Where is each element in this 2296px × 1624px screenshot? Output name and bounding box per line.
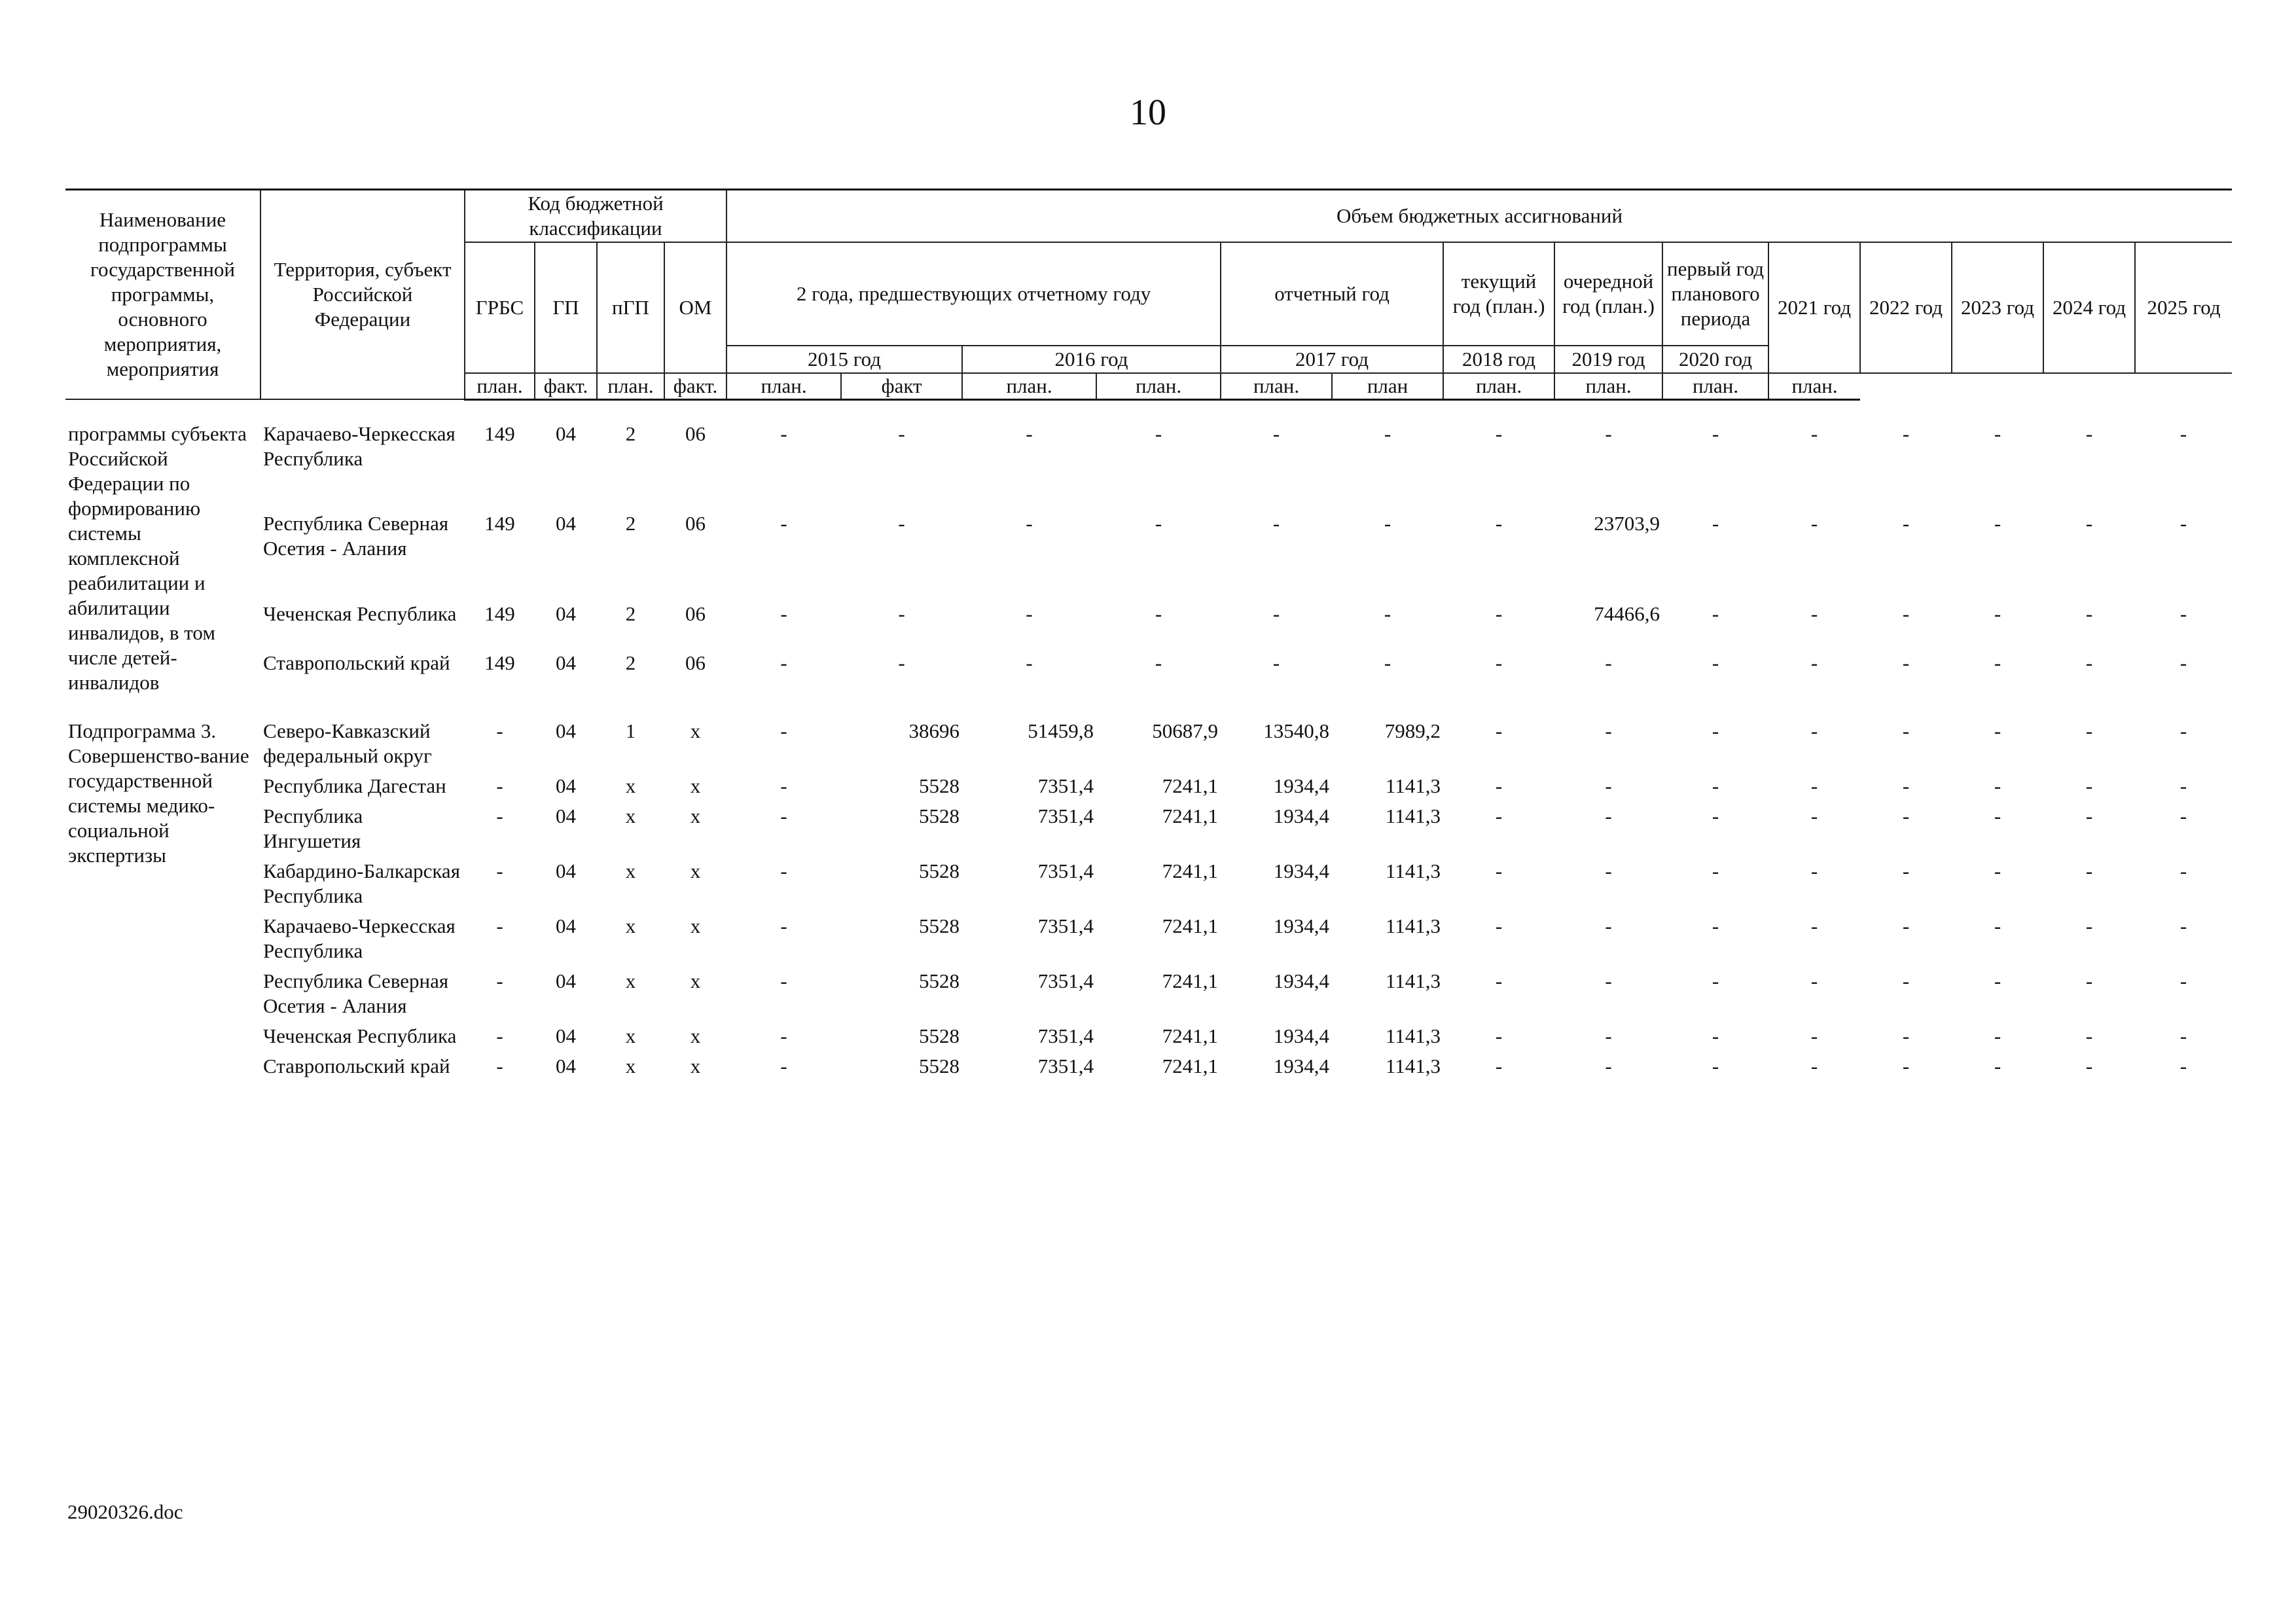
value-cell: 51459,8 [1028, 719, 1094, 742]
table-row [65, 509, 2232, 599]
sub-label: план. [1662, 373, 1768, 400]
territory-cell: Ставропольский край [263, 651, 450, 675]
value-cell: - [2179, 422, 2187, 445]
gp-cell: 04 [556, 914, 576, 937]
grbs-cell: 149 [484, 512, 515, 535]
value-cell: - [1605, 774, 1612, 797]
value-cell: 1934,4 [1273, 774, 1330, 797]
grbs-cell: - [496, 969, 503, 992]
value-cell: - [1994, 1054, 2001, 1077]
value-cell: - [1994, 512, 2001, 535]
code-pgp-header: пГП [597, 242, 664, 373]
value-cell: - [1902, 914, 1910, 937]
grbs-cell: - [496, 859, 503, 882]
value-cell: 5528 [919, 914, 960, 937]
value-cell: - [780, 719, 787, 742]
table-row [65, 419, 2232, 509]
value-cell: - [2179, 602, 2187, 625]
om-cell: х [690, 774, 701, 797]
sub-label: план. [1443, 373, 1554, 400]
table-row [65, 771, 2232, 801]
value-cell: - [1810, 1054, 1818, 1077]
value-cell: - [1155, 651, 1162, 675]
value-cell: 1934,4 [1273, 804, 1330, 827]
value-cell: - [898, 602, 905, 625]
table-row [65, 856, 2232, 911]
value-cell: - [1384, 512, 1391, 535]
value-cell: 1934,4 [1273, 914, 1330, 937]
value-cell: - [1810, 512, 1818, 535]
territory-column-header: Территория, субъект Российской Федерации [260, 190, 465, 400]
value-cell: - [1605, 1054, 1612, 1077]
value-cell: - [2179, 651, 2187, 675]
value-cell: 7241,1 [1162, 914, 1219, 937]
om-cell: х [690, 859, 701, 882]
value-cell: - [1712, 719, 1719, 742]
value-cell: - [1810, 804, 1818, 827]
value-cell: 7351,4 [1037, 859, 1094, 882]
code-gp-header: ГП [535, 242, 597, 373]
value-cell: 7351,4 [1037, 804, 1094, 827]
value-cell: - [1495, 651, 1503, 675]
pgp-cell: 2 [625, 602, 636, 625]
grbs-cell: 149 [484, 422, 515, 445]
value-cell: - [1902, 422, 1910, 445]
value-cell: 1141,3 [1385, 1054, 1441, 1077]
sub-label: план. [1096, 373, 1221, 400]
year-2017-label: 2017 год [1221, 346, 1443, 373]
grbs-cell: - [496, 914, 503, 937]
value-cell: - [1712, 804, 1719, 827]
value-cell: - [780, 651, 787, 675]
value-cell: - [1994, 651, 2001, 675]
value-cell: 1141,3 [1385, 804, 1441, 827]
value-cell: 7351,4 [1037, 1024, 1094, 1047]
value-cell: - [1605, 1024, 1612, 1047]
value-cell: - [898, 651, 905, 675]
pgp-cell: х [625, 774, 636, 797]
value-cell: - [1155, 512, 1162, 535]
value-cell: - [1994, 422, 2001, 445]
value-cell: - [2179, 512, 2187, 535]
territory-cell: Республика Ингушетия [263, 804, 363, 852]
grbs-cell: - [496, 774, 503, 797]
value-cell: - [898, 512, 905, 535]
value-cell: - [1712, 422, 1719, 445]
value-cell: 5528 [919, 859, 960, 882]
value-cell: - [2179, 969, 2187, 992]
om-cell: 06 [685, 651, 706, 675]
value-cell: - [1605, 804, 1612, 827]
pgp-cell: х [625, 804, 636, 827]
value-cell: - [2085, 804, 2093, 827]
om-cell: х [690, 1054, 701, 1077]
year-2021-header: 2021 год [1768, 242, 1860, 373]
territory-cell: Республика Дагестан [263, 774, 446, 797]
sub-label: план. [1554, 373, 1662, 400]
value-cell: - [2085, 1054, 2093, 1077]
value-cell: - [1994, 969, 2001, 992]
gp-cell: 04 [556, 651, 576, 675]
report-year-header: отчетный год [1221, 242, 1443, 346]
om-cell: х [690, 804, 701, 827]
value-cell: - [780, 804, 787, 827]
value-cell: - [1902, 512, 1910, 535]
value-cell: 50687,9 [1152, 719, 1219, 742]
value-cell: - [1495, 774, 1503, 797]
year-2024-header: 2024 год [2043, 242, 2135, 373]
om-cell: х [690, 969, 701, 992]
year-2015-label: 2015 год [726, 346, 962, 373]
page-number: 10 [1130, 92, 1166, 133]
year-2025-header: 2025 год [2135, 242, 2232, 373]
year-2018-label: 2018 год [1443, 346, 1554, 373]
value-cell: - [780, 859, 787, 882]
value-cell: - [2085, 422, 2093, 445]
om-cell: 06 [685, 602, 706, 625]
value-cell: 5528 [919, 1024, 960, 1047]
value-cell: - [1902, 651, 1910, 675]
om-cell: х [690, 914, 701, 937]
prev-two-years-header: 2 года, предшествующих отчетному году [726, 242, 1221, 346]
value-cell: - [1605, 422, 1612, 445]
value-cell: 7241,1 [1162, 1024, 1219, 1047]
table-row [65, 716, 2232, 771]
value-cell: - [2179, 859, 2187, 882]
value-cell: - [1495, 1054, 1503, 1077]
value-cell: - [1384, 422, 1391, 445]
pgp-cell: 1 [625, 719, 636, 742]
value-cell: - [1994, 602, 2001, 625]
gp-cell: 04 [556, 1024, 576, 1047]
value-cell: - [1495, 719, 1503, 742]
pgp-cell: х [625, 1024, 636, 1047]
value-cell: - [1902, 859, 1910, 882]
value-cell: - [1810, 422, 1818, 445]
value-cell: - [1902, 774, 1910, 797]
table-row [65, 599, 2232, 648]
value-cell: - [1272, 651, 1280, 675]
value-cell: - [1712, 774, 1719, 797]
value-cell: 7241,1 [1162, 969, 1219, 992]
value-cell: - [1155, 422, 1162, 445]
name-column-header: Наименование подпрограммы государственной программы, основного мероприятия, мероприятия [65, 190, 260, 400]
value-cell: - [2179, 774, 2187, 797]
value-cell: - [1272, 422, 1280, 445]
value-cell: - [1712, 512, 1719, 535]
value-cell: - [1810, 602, 1818, 625]
pgp-cell: 2 [625, 651, 636, 675]
om-cell: 06 [685, 512, 706, 535]
grbs-cell: - [496, 1024, 503, 1047]
next-year-header: очередной год (план.) [1554, 242, 1662, 346]
value-cell: 1141,3 [1385, 914, 1441, 937]
value-cell: - [2085, 969, 2093, 992]
value-cell: - [1605, 719, 1612, 742]
table-row [65, 801, 2232, 856]
value-cell: - [1994, 1024, 2001, 1047]
value-cell: - [1712, 1024, 1719, 1047]
value-cell: - [1495, 422, 1503, 445]
value-cell: - [1384, 602, 1391, 625]
sub-label: план. [1221, 373, 1332, 400]
value-cell: 1141,3 [1385, 969, 1441, 992]
value-cell: - [1902, 1024, 1910, 1047]
value-cell: 7241,1 [1162, 774, 1219, 797]
value-cell: 1141,3 [1385, 1024, 1441, 1047]
value-cell: 7351,4 [1037, 969, 1094, 992]
value-cell: 5528 [919, 1054, 960, 1077]
value-cell: - [1495, 804, 1503, 827]
program-name-cell: программы субъекта Российской Федерации по формированию системы комплексной реабилитации и абилитации инвалидов, в том числе детей-инвалидов [68, 422, 247, 694]
year-2020-label: 2020 год [1662, 346, 1768, 373]
sub-label: факт. [535, 373, 597, 400]
table-row [65, 648, 2232, 697]
sub-label: план. [1768, 373, 1860, 400]
value-cell: - [2085, 859, 2093, 882]
value-cell: 1934,4 [1273, 969, 1330, 992]
value-cell: - [780, 969, 787, 992]
value-cell: - [1902, 602, 1910, 625]
value-cell: - [1272, 512, 1280, 535]
table-row [65, 1051, 2232, 1081]
year-2019-label: 2019 год [1554, 346, 1662, 373]
value-cell: - [1495, 512, 1503, 535]
value-cell: - [1605, 969, 1612, 992]
value-cell: - [1495, 914, 1503, 937]
value-cell: - [2085, 914, 2093, 937]
value-cell: - [1994, 859, 2001, 882]
program-name-cell: Подпрограмма 3. Совершенство-вание государственной системы медико-социальной экспертизы [68, 719, 249, 867]
grbs-cell: - [496, 1054, 503, 1077]
value-cell: - [1605, 859, 1612, 882]
value-cell: - [1155, 602, 1162, 625]
sub-label: план [1332, 373, 1443, 400]
value-cell: - [1026, 651, 1033, 675]
value-cell: - [1026, 512, 1033, 535]
gp-cell: 04 [556, 859, 576, 882]
pgp-cell: х [625, 914, 636, 937]
value-cell: - [2085, 1024, 2093, 1047]
value-cell: - [2179, 1054, 2187, 1077]
value-cell: - [1810, 859, 1818, 882]
value-cell: - [2179, 914, 2187, 937]
value-cell: 1141,3 [1385, 774, 1441, 797]
value-cell: - [1810, 774, 1818, 797]
value-cell: 7989,2 [1384, 719, 1441, 742]
value-cell: - [1495, 969, 1503, 992]
pgp-cell: 2 [625, 512, 636, 535]
table-header [65, 190, 2232, 400]
value-cell: 74466,6 [1594, 602, 1660, 625]
value-cell: - [1712, 859, 1719, 882]
grbs-cell: - [496, 719, 503, 742]
value-cell: 38696 [908, 719, 960, 742]
value-cell: - [2179, 804, 2187, 827]
territory-cell: Северо-Кавказский федеральный округ [263, 719, 432, 767]
value-cell: - [780, 774, 787, 797]
pgp-cell: 2 [625, 422, 636, 445]
pgp-cell: х [625, 969, 636, 992]
table-row [65, 966, 2232, 1021]
value-cell: - [1495, 602, 1503, 625]
value-cell: - [780, 1054, 787, 1077]
territory-cell: Республика Северная Осетия - Алания [263, 512, 449, 560]
code-group-header: Код бюджетной классификации [465, 190, 726, 242]
value-cell: - [2085, 719, 2093, 742]
gp-cell: 04 [556, 969, 576, 992]
territory-cell: Чеченская Республика [263, 1024, 457, 1047]
value-cell: 1934,4 [1273, 1054, 1330, 1077]
value-cell: 7241,1 [1162, 859, 1219, 882]
gp-cell: 04 [556, 602, 576, 625]
value-cell: - [1495, 859, 1503, 882]
year-2023-header: 2023 год [1952, 242, 2043, 373]
value-cell: - [780, 512, 787, 535]
gp-cell: 04 [556, 719, 576, 742]
value-cell: - [1810, 969, 1818, 992]
table-body [65, 399, 2232, 1081]
current-year-header: текущий год (план.) [1443, 242, 1554, 346]
value-cell: - [1495, 1024, 1503, 1047]
value-cell: 5528 [919, 774, 960, 797]
table-row [65, 911, 2232, 966]
value-cell: - [1902, 969, 1910, 992]
grbs-cell: 149 [484, 651, 515, 675]
volume-group-header: Объем бюджетных ассигнований [726, 190, 2232, 242]
territory-cell: Республика Северная Осетия - Алания [263, 969, 449, 1017]
value-cell: 7351,4 [1037, 914, 1094, 937]
value-cell: - [1994, 804, 2001, 827]
territory-cell: Кабардино-Балкарская Республика [263, 859, 460, 907]
value-cell: 7241,1 [1162, 1054, 1219, 1077]
value-cell: - [2085, 774, 2093, 797]
value-cell: - [2085, 602, 2093, 625]
value-cell: - [1994, 719, 2001, 742]
value-cell: 1934,4 [1273, 859, 1330, 882]
value-cell: - [898, 422, 905, 445]
value-cell: - [1384, 651, 1391, 675]
budget-table [65, 189, 2232, 1081]
value-cell: - [1810, 1024, 1818, 1047]
value-cell: 1934,4 [1273, 1024, 1330, 1047]
sub-label: план. [465, 373, 535, 400]
value-cell: 1141,3 [1385, 859, 1441, 882]
territory-cell: Чеченская Республика [263, 602, 457, 625]
value-cell: - [780, 1024, 787, 1047]
sub-label: план. [597, 373, 664, 400]
value-cell: - [1712, 914, 1719, 937]
sub-label: план. [726, 373, 841, 400]
code-grbs-header: ГРБС [465, 242, 535, 373]
code-om-header: ОМ [664, 242, 726, 373]
value-cell: - [1605, 651, 1612, 675]
value-cell: 7351,4 [1037, 774, 1094, 797]
pgp-cell: х [625, 1054, 636, 1077]
first-plan-year-header: первый год планового периода [1662, 242, 1768, 346]
value-cell: - [780, 422, 787, 445]
territory-cell: Ставропольский край [263, 1054, 450, 1077]
value-cell: 5528 [919, 804, 960, 827]
om-cell: х [690, 1024, 701, 1047]
value-cell: - [1605, 914, 1612, 937]
value-cell: - [1994, 914, 2001, 937]
territory-cell: Карачаево-Черкесская Республика [263, 914, 456, 962]
value-cell: - [1810, 719, 1818, 742]
value-cell: - [1712, 1054, 1719, 1077]
value-cell: - [1026, 422, 1033, 445]
value-cell: 7351,4 [1037, 1054, 1094, 1077]
value-cell: 5528 [919, 969, 960, 992]
value-cell: - [780, 602, 787, 625]
om-cell: 06 [685, 422, 706, 445]
value-cell: - [2085, 651, 2093, 675]
value-cell: - [1810, 651, 1818, 675]
table-row [65, 1021, 2232, 1051]
gp-cell: 04 [556, 512, 576, 535]
value-cell: - [2179, 1024, 2187, 1047]
value-cell: - [1902, 804, 1910, 827]
value-cell: - [1712, 969, 1719, 992]
value-cell: - [1994, 774, 2001, 797]
value-cell: 7241,1 [1162, 804, 1219, 827]
gp-cell: 04 [556, 804, 576, 827]
value-cell: - [1810, 914, 1818, 937]
value-cell: - [1272, 602, 1280, 625]
year-2022-header: 2022 год [1860, 242, 1952, 373]
pgp-cell: х [625, 859, 636, 882]
gp-cell: 04 [556, 422, 576, 445]
om-cell: х [690, 719, 701, 742]
gp-cell: 04 [556, 1054, 576, 1077]
sub-label: факт [841, 373, 962, 400]
value-cell: - [780, 914, 787, 937]
sub-label: план. [962, 373, 1096, 400]
value-cell: - [1026, 602, 1033, 625]
gp-cell: 04 [556, 774, 576, 797]
territory-cell: Карачаево-Черкесская Республика [263, 422, 456, 470]
value-cell: 23703,9 [1594, 512, 1660, 535]
value-cell: - [1712, 651, 1719, 675]
sub-label: факт. [664, 373, 726, 400]
grbs-cell: 149 [484, 602, 515, 625]
value-cell: - [1902, 1054, 1910, 1077]
value-cell: - [2085, 512, 2093, 535]
value-cell: - [1712, 602, 1719, 625]
value-cell: - [2179, 719, 2187, 742]
footer-filename: 29020326.doc [67, 1500, 183, 1523]
value-cell: 13540,8 [1263, 719, 1330, 742]
grbs-cell: - [496, 804, 503, 827]
value-cell: - [1902, 719, 1910, 742]
year-2016-label: 2016 год [962, 346, 1221, 373]
